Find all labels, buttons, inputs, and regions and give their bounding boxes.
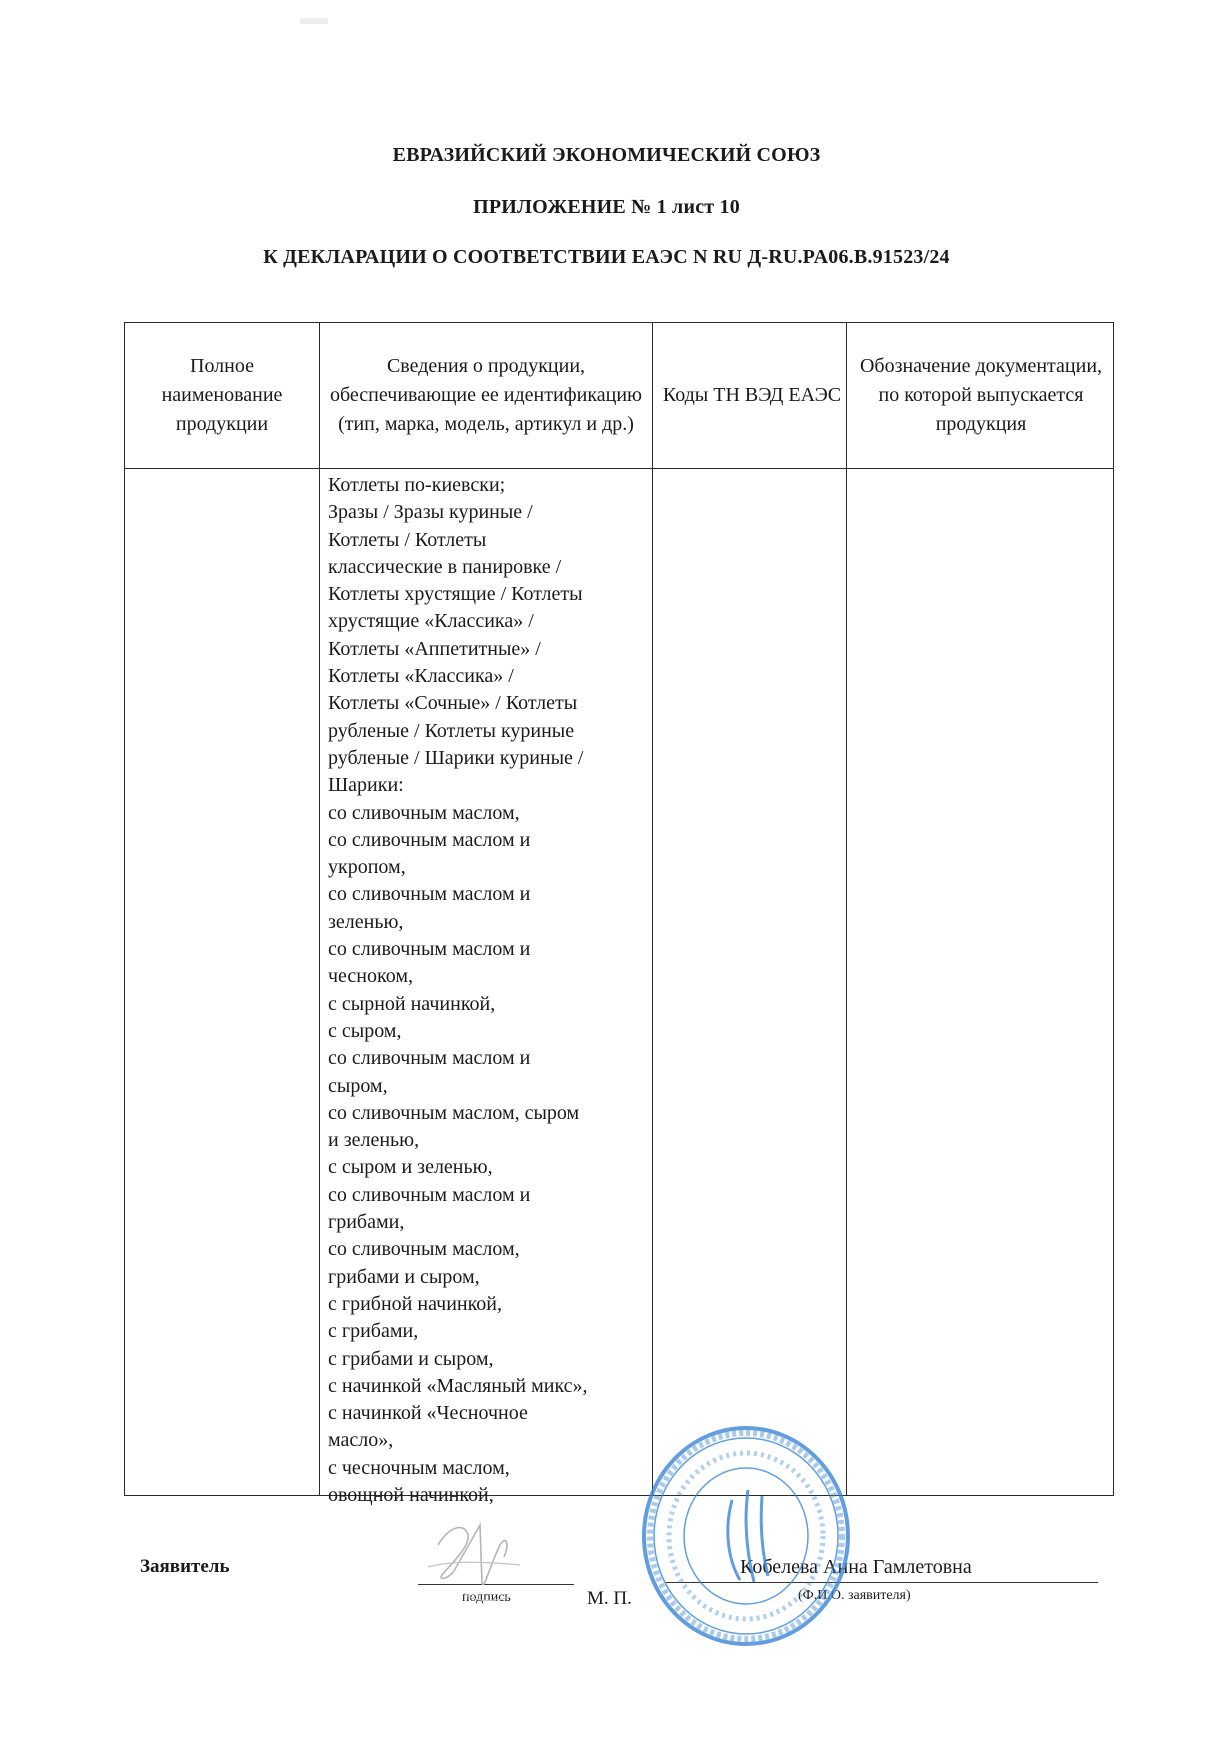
product-info-line: Котлеты / Котлеты <box>328 528 487 551</box>
header-tn-ved-codes <box>660 322 844 468</box>
product-info-line: со сливочным маслом и <box>328 1183 531 1206</box>
product-info-line: со сливочным маслом, <box>328 801 520 824</box>
product-info-line: укропом, <box>328 856 406 879</box>
applicant-label: Заявитель <box>140 1556 230 1577</box>
stamp-place-label: М. П. <box>587 1588 632 1609</box>
table-border-left <box>124 322 125 1496</box>
product-info-line: с грибами, <box>328 1320 419 1343</box>
product-info-line: и зеленью, <box>328 1129 420 1152</box>
product-info-line: грибами, <box>328 1211 405 1234</box>
column-divider-3 <box>846 322 847 1496</box>
column-divider-1 <box>319 322 320 1496</box>
product-info-line: классические в панировке / <box>328 555 562 578</box>
appendix-title: ПРИЛОЖЕНИЕ № 1 лист 10 <box>473 196 740 218</box>
header-product-info <box>326 322 646 468</box>
declaration-title: К ДЕКЛАРАЦИИ О СООТВЕТСТВИИ ЕАЭС N RU Д-RU.PA06.B.91523/24 <box>263 246 950 268</box>
product-info-cell <box>328 472 658 1509</box>
table-border-right <box>1113 322 1114 1496</box>
header-product-name <box>130 322 314 468</box>
product-info-line: сыром, <box>328 1074 388 1097</box>
signature-caption: подпись <box>462 1590 511 1605</box>
product-info-line: масло», <box>328 1429 394 1452</box>
header-tn-ved-codes-text: Коды ТН ВЭД ЕАЭС <box>662 383 842 406</box>
applicant-name: Кобелева Анна Гамлетовна <box>740 1556 972 1578</box>
product-info-line: с чесночным маслом, <box>328 1456 510 1479</box>
header-documentation <box>854 322 1108 468</box>
product-info-line: со сливочным маслом, сыром <box>328 1101 580 1124</box>
product-info-line: хрустящие «Классика» / <box>328 610 534 633</box>
product-info-line: со сливочным маслом и <box>328 938 531 961</box>
header-documentation-text: Обозначение документации, по которой выпускается продукция <box>859 354 1103 435</box>
product-info-line: с начинкой «Чесночное <box>328 1402 528 1425</box>
table-header-separator <box>124 468 1114 469</box>
name-caption: (Ф.И.О. заявителя) <box>798 1588 911 1603</box>
product-info-line: с сырной начинкой, <box>328 992 496 1015</box>
header-product-info-text: Сведения о продукции, обеспечивающие ее идентификацию (тип, марка, модель, артикул и др.) <box>330 354 642 435</box>
product-info-line: грибами и сыром, <box>328 1265 480 1288</box>
union-title: ЕВРАЗИЙСКИЙ ЭКОНОМИЧЕСКИЙ СОЮЗ <box>392 144 821 166</box>
header-product-name-text: Полное наименование продукции <box>161 354 283 435</box>
product-info-line: Котлеты хрустящие / Котлеты <box>328 583 583 606</box>
product-info-line: Котлеты по-киевски; <box>328 474 506 496</box>
scan-artifact <box>300 18 328 24</box>
product-info-line: рубленые / Котлеты куриные <box>328 719 575 742</box>
product-info-line: чесноком, <box>328 965 413 988</box>
product-info-line: Шарики: <box>328 774 404 797</box>
handwritten-signature <box>420 1505 540 1615</box>
product-info-line: со сливочным маслом и <box>328 883 531 906</box>
product-info-line: с грибной начинкой, <box>328 1292 503 1315</box>
product-info-line: Котлеты «Сочные» / Котлеты <box>328 692 578 715</box>
product-info-line: Котлеты «Аппетитные» / <box>328 637 541 660</box>
product-info-line: с грибами и сыром, <box>328 1347 494 1370</box>
product-info-line: Зразы / Зразы куриные / <box>328 501 533 524</box>
product-info-line: со сливочным маслом и <box>328 1047 531 1070</box>
product-info-line: с сыром и зеленью, <box>328 1156 493 1179</box>
product-info-line: с начинкой «Масляный микс», <box>328 1374 588 1397</box>
company-seal <box>636 1420 856 1652</box>
product-info-line: Котлеты «Классика» / <box>328 665 514 688</box>
product-info-line: овощной начинкой, <box>328 1483 494 1506</box>
product-info-line: рубленые / Шарики куриные / <box>328 746 584 769</box>
product-info-line: со сливочным маслом и <box>328 828 531 851</box>
product-info-line: с сыром, <box>328 1019 402 1042</box>
product-info-line: со сливочным маслом, <box>328 1238 520 1261</box>
product-info-line: зеленью, <box>328 910 404 933</box>
